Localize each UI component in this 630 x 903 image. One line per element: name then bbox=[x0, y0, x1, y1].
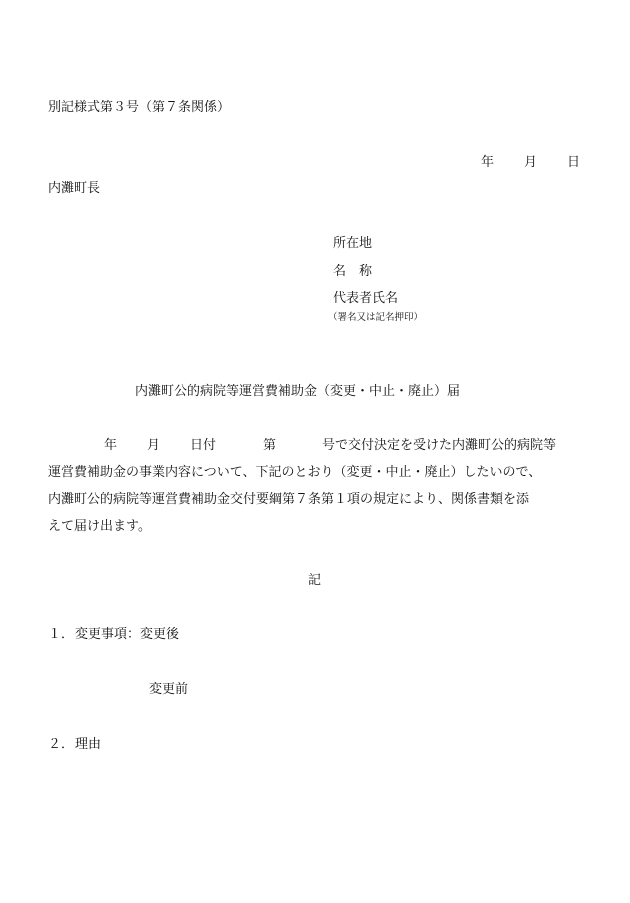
signature-note: （署名又は記名押印） bbox=[328, 312, 424, 323]
item-1-label: 変更事項：変更後 bbox=[75, 627, 180, 642]
addressee: 内灘町長 bbox=[48, 181, 101, 196]
ki-heading: 記 bbox=[308, 573, 322, 588]
body-line-1-rest: 号で交付決定を受けた内灘町公的病院等 bbox=[322, 438, 557, 453]
body-number-prefix: 第 bbox=[263, 438, 277, 453]
body-day: 日付 bbox=[190, 438, 217, 453]
item-1-number: １． bbox=[48, 627, 75, 642]
body-line-4: えて届け出ます。 bbox=[48, 519, 151, 534]
body-line-1 bbox=[48, 432, 588, 459]
item-2-label: 理由 bbox=[75, 737, 102, 752]
address-label: 所在地 bbox=[333, 236, 373, 251]
body-line-3: 内灘町公的病院等運営費補助金交付要綱第７条第１項の規定により、関係書類を添 bbox=[48, 492, 530, 507]
form-number: 別記様式第３号（第７条関係） bbox=[48, 100, 231, 115]
body-year: 年 bbox=[104, 438, 118, 453]
date-year: 年 bbox=[481, 155, 495, 170]
representative-label: 代表者氏名 bbox=[333, 291, 399, 306]
date-month: 月 bbox=[524, 155, 538, 170]
name-label: 名 称 bbox=[333, 264, 373, 279]
date-day: 日 bbox=[567, 155, 581, 170]
document-title: 内灘町公的病院等運営費補助金（変更・中止・廃止）届 bbox=[135, 384, 461, 399]
body-paragraph bbox=[48, 432, 588, 540]
body-line-2: 運営費補助金の事業内容について、下記のとおり（変更・中止・廃止）したいので、 bbox=[48, 465, 542, 480]
item-1-sub: 変更前 bbox=[149, 682, 189, 697]
body-month: 月 bbox=[147, 438, 161, 453]
item-2-number: ２． bbox=[48, 737, 75, 752]
